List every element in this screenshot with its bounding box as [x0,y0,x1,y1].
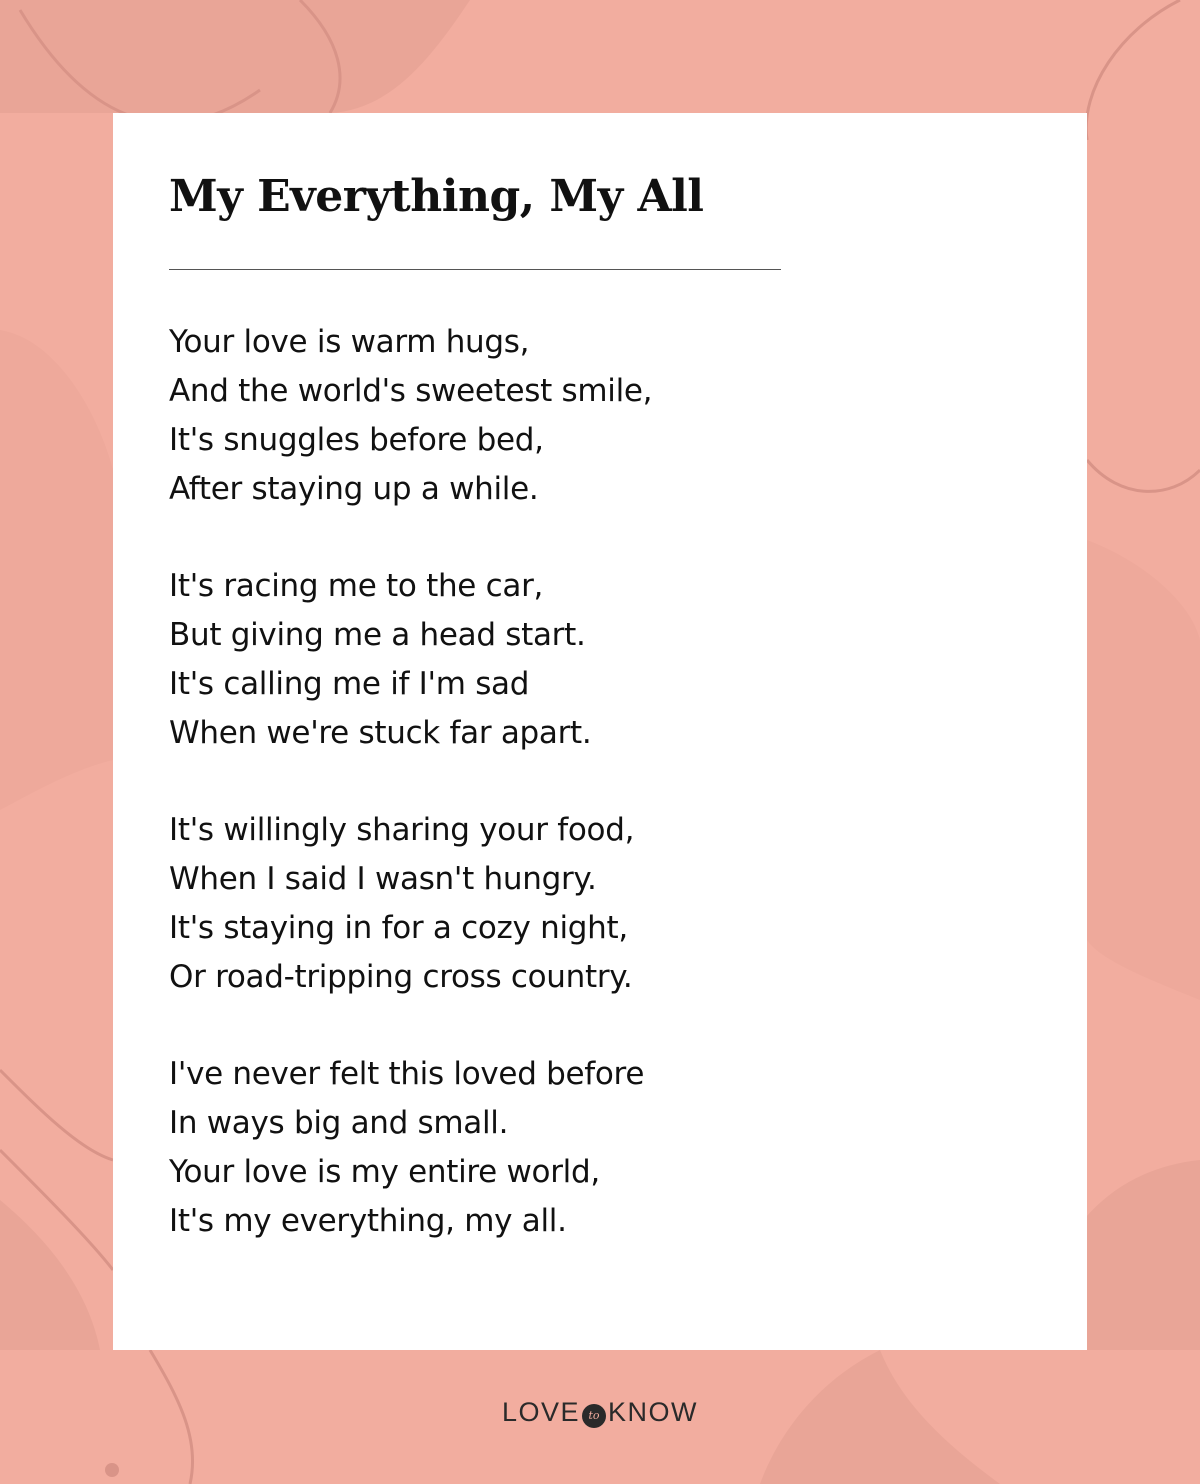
poem-title: My Everything, My All [169,171,704,222]
stanza-2 [169,562,652,758]
stanza-3 [169,806,652,1002]
poem-line: In ways big and small. [169,1105,509,1141]
poem-line: It's calling me if I'm sad [169,666,530,702]
brand-logo [0,1394,1200,1430]
poem-line: It's snuggles before bed, [169,422,544,458]
poem-line: When we're stuck far apart. [169,715,592,751]
brand-logo-mark-icon: to [582,1404,606,1428]
poem-line: It's willingly sharing your food, [169,812,635,848]
poem-line: When I said I wasn't hungry. [169,861,597,897]
title-divider [169,269,781,270]
poem-line: I've never felt this loved before [169,1056,645,1092]
stanza-1 [169,318,652,514]
poem-line: But giving me a head start. [169,617,586,653]
poem-line: Your love is my entire world, [169,1154,600,1190]
poem-line: Your love is warm hugs, [169,324,530,360]
poem-line: It's racing me to the car, [169,568,544,604]
poem-line: It's my everything, my all. [169,1203,567,1239]
poem-line: Or road-tripping cross country. [169,959,633,995]
poem-card [113,113,1087,1350]
poem-body [169,318,652,1294]
brand-logo-left: LOVE [501,1397,581,1427]
poem-line: After staying up a while. [169,471,539,507]
brand-logo-right: KNOW [608,1397,699,1427]
poem-line: It's staying in for a cozy night, [169,910,628,946]
poem-line: And the world's sweetest smile, [169,373,653,409]
stanza-4 [169,1050,652,1246]
